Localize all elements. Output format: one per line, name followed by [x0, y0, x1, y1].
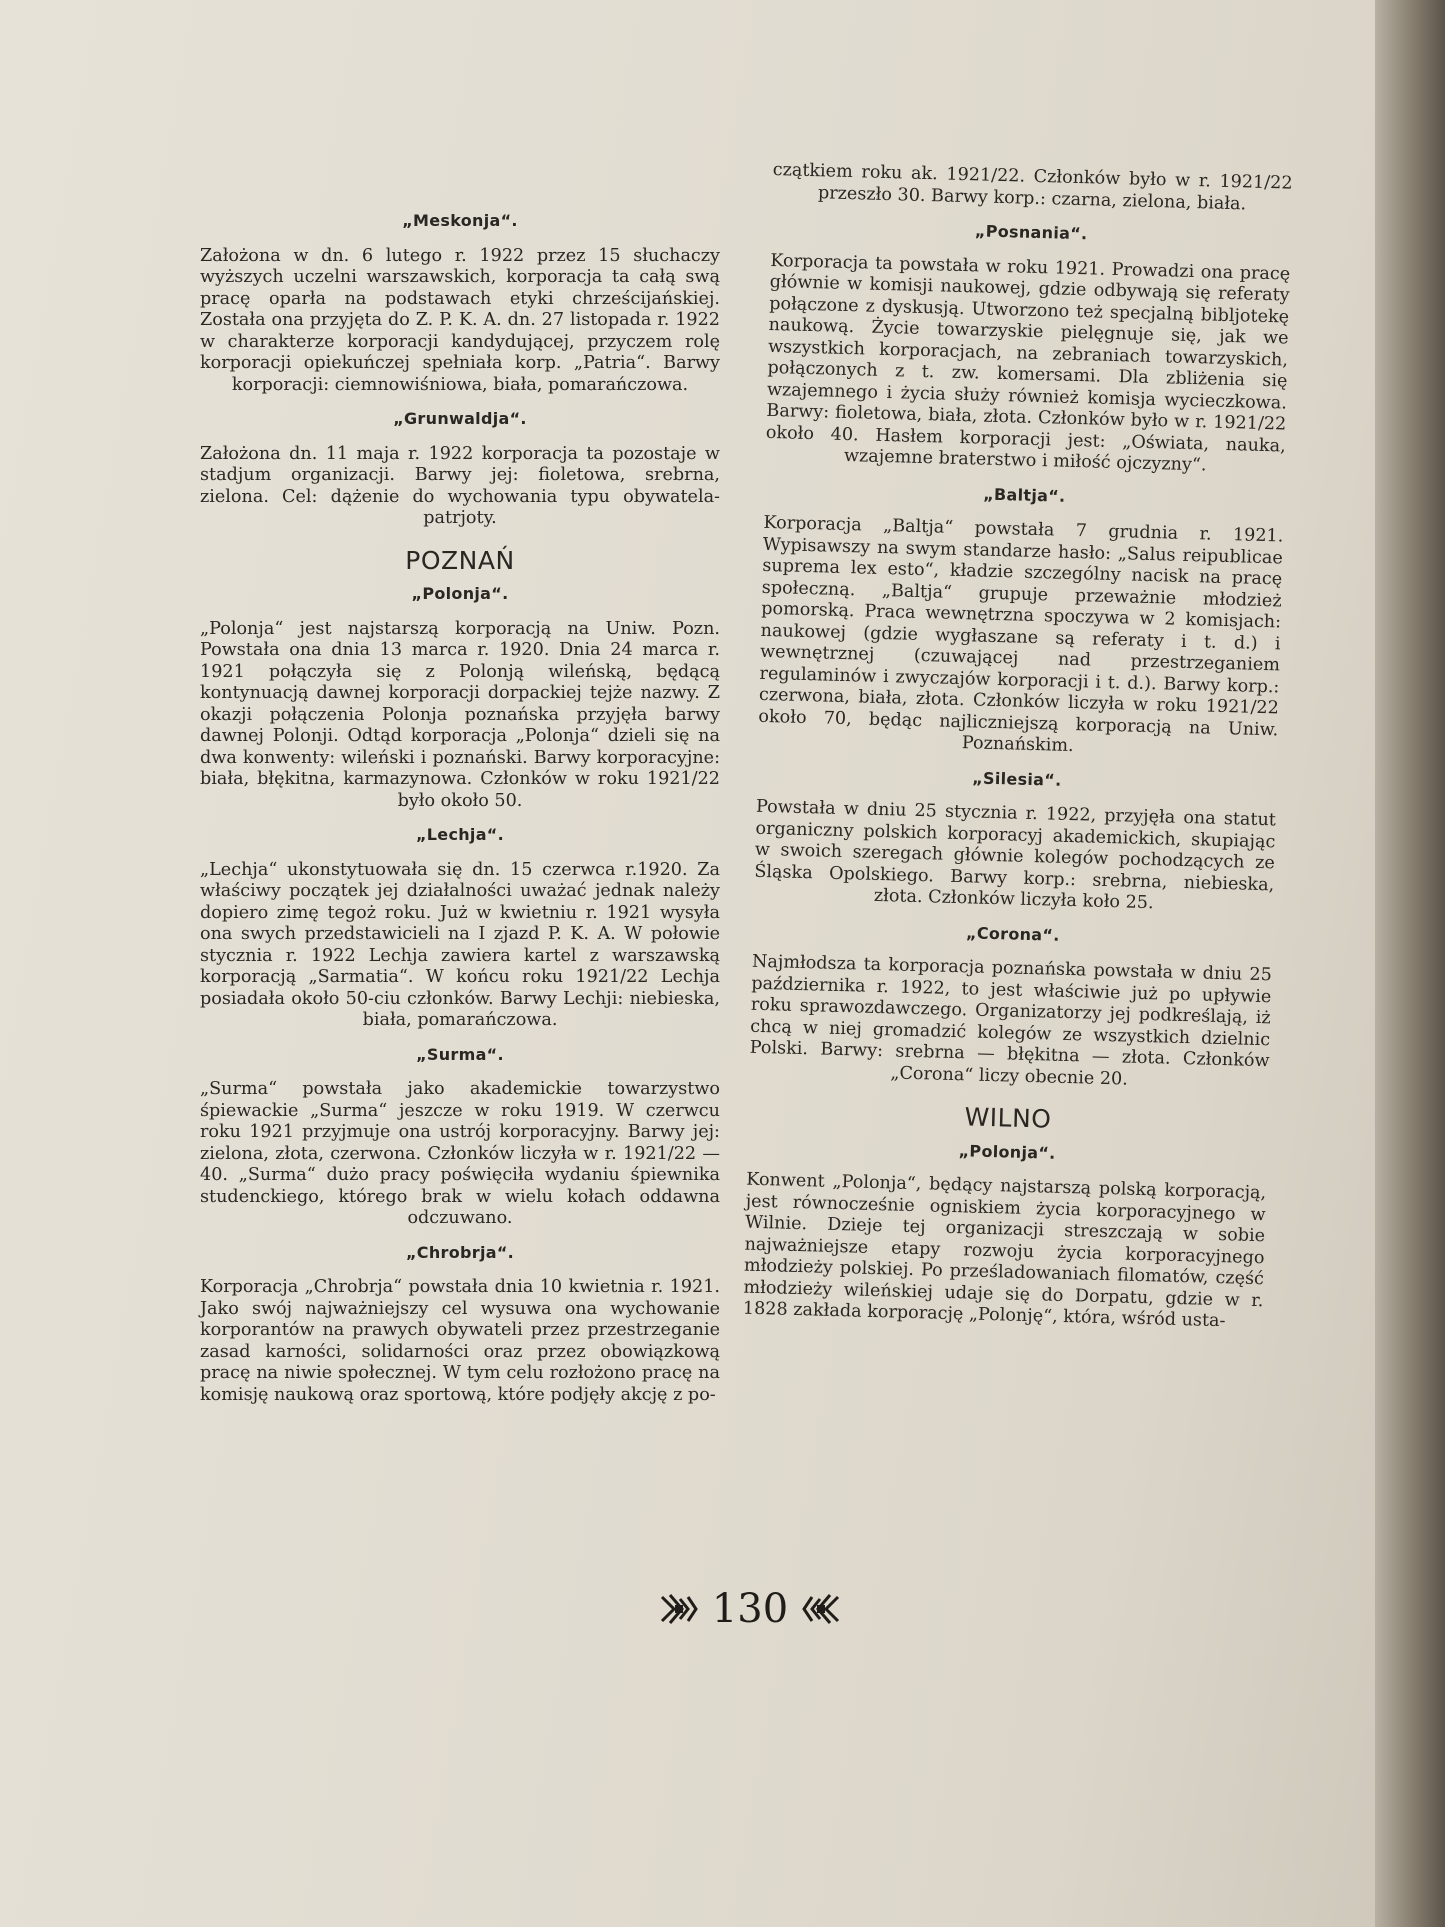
ornament-left-icon [658, 1591, 700, 1627]
section-paragraph: „Lechja“ ukonstytuowała się dn. 15 czerwca r.1920. Za właściwy początek jej działalności uważać jednak należy dopiero zimę tegoż roku. Już w kwietniu r. 1921 wysyła ona swych przedstawicieli na I zjazd P. K. A. W połowie stycznia r. 1922 Lechja zawiera kartel z warszawską korporacją „Sarmatia“. W końcu roku 1921/22 Lechja posiadała około 50-ciu członków. Barwy Lechji: niebieska, biała, pomarańczowa. [200, 859, 720, 1030]
section-heading: „Surma“. [416, 1044, 504, 1064]
section-heading: „Corona“. [965, 922, 1060, 945]
section-heading: „Grunwaldja“. [393, 409, 527, 428]
section-paragraph: Założona w dn. 6 lutego r. 1922 przez 15 słuchaczy wyższych uczelni warszawskich, korporacja ta całą swą pracę oparła na podstawach etyki chrześcijańskiej. Została ona przyjęta do Z. P. K. A. dn. 27 listopada r. 1922 w charakterze korporacji kandydującej, przyczem rolę korporacji opiekuńczej spełniała korp. „Patria“. Barwy korporacji: ciemnowiśniowa, biała, pomarańczowa. [200, 245, 720, 395]
section-heading: „Silesia“. [972, 767, 1062, 790]
section-heading: „Meskonja“. [402, 211, 518, 230]
section-paragraph: Konwent „Polonja“, będący najstarszą polską korporacją, jest równocześnie ogniskiem życia korporacyjnego w Wilnie. Dzieje tej organizacji streszczają w sobie najważniejsze etapy rozwoju życia korporacyjnego młodzieży polskiej. Po prześladowaniach filomatów, część młodzieży wileńskiej udaje się do Dorpatu, gdzie w r. 1828 zakłada korporację „Polonję“, która, wśród usta- [742, 1169, 1267, 1332]
section-heading: „Lechja“. [415, 825, 504, 844]
left-column [200, 198, 720, 1412]
page-number: 130 [711, 1586, 789, 1632]
section-heading: „Posnania“. [974, 221, 1088, 244]
section-heading: „Chrobrja“. [405, 1242, 515, 1262]
section-paragraph: czątkiem roku ak. 1921/22. Członków było w r. 1921/22 przeszło 30. Barwy korp.: czarna, zielona, biała. [772, 160, 1293, 214]
page-number-footer [640, 1586, 860, 1632]
section-paragraph: „Polonja“ jest najstarszą korporacją na Uniw. Pozn. Powstała ona dnia 13 marca r. 1920. Dnia 24 marca r. 1921 połączyła się z Polonją wileńską, będącą kontynuacją dawnej korporacji dorpackiej tejże nazwy. Z okazji połączenia Polonja poznańska przyjęła barwy dawnej Polonji. Odtąd korporacja „Polonja“ dzieli się na dwa konwenty: wileński i poznański. Barwy korporacyjne: biała, błękitna, karmazynowa. Członków w roku 1921/22 było około 50. [200, 618, 720, 811]
section-heading: „Polonja“. [411, 584, 509, 603]
book-spine-edge [1375, 0, 1445, 1927]
section-heading: „Polonja“. [958, 1140, 1056, 1163]
section-paragraph: Korporacja „Chrobrja“ powstała dnia 10 kwietnia r. 1921. Jako swój najważniejszy cel wysuwa ona wychowanie korporantów na prawych obywateli przez przestrzeganie zasad karności, solidarności oraz przez obowiązkową pracę na niwie społecznej. W tym celu rozłożono pracę na komisję naukową oraz sportową, które podjęły akcję z po- [200, 1277, 720, 1405]
section-paragraph: Powstała w dniu 25 stycznia r. 1922, przyjęła ona statut organiczny polskich korporacyj akademickich, skupiając w swoich szeregach głównie kolegów pochodzących ze Śląska Opolskiego. Barwy korp.: srebrna, niebieska, złota. Członków liczyła koło 25. [754, 796, 1277, 914]
section-paragraph: „Surma“ powstała jako akademickie towarzystwo śpiewackie „Surma“ jeszcze w roku 1919. W czerwcu roku 1921 przyjmuje ona ustrój korporacyjny. Barwy jej: zielona, złota, czerwona. Członków liczyła w r. 1921/22 — 40. „Surma“ dużo pracy poświęciła wydaniu śpiewnika studenckiego, którego brak w wielu kołach oddawna odczuwano. [200, 1079, 720, 1228]
section-paragraph: Założona dn. 11 maja r. 1922 korporacja ta pozostaje w stadjum organizacji. Barwy jej: fioletowa, srebrna, zielona. Cel: dążenie do wychowania typu obywatela-patrjoty. [200, 443, 720, 528]
section-heading: „Baltja“. [982, 484, 1066, 506]
right-column [742, 160, 1292, 1340]
section-paragraph: Korporacja „Baltja“ powstała 7 grudnia r. 1921. Wypisawszy na swym standarze hasło: „Salus reipublicae suprema lex esto“, kładzie szczególny nacisk na pracę społeczną. „Baltja“ grupuje przeważnie młodzież pomorską. Praca wewnętrzna spoczywa w 2 komisjach: naukowej (gdzie wygłaszane są referaty i t. d.) i wewnętrznej (czuwającej nad przestrzeganiem regulaminów i zwyczajów korporacji i t. d.). Barwy korp.: czerwona, biała, złota. Członków liczyła w roku 1921/22 około 70, będąc najliczniejszą korporacją na Uniw. Poznańskim. [758, 512, 1284, 757]
section-paragraph: Korporacja ta powstała w roku 1921. Prowadzi ona pracę głównie w komisji naukowej, gdzie odbywają się referaty połączone z dyskusją. Utworzono też specjalną bibljotekę naukową. Życie towarzyskie pielęgnuje się, jak we wszystkich korporacjach, na zebraniach towarzyskich, połączonych z t. zw. komersami. Dla zbliżenia się wzajemnego i życia służy również komisja wycieczkowa. Barwy: fioletowa, biała, złota. Członków było w r. 1921/22 około 40. Hasłem korporacji jest: „Oświata, nauka, wzajemne braterstwo i miłość ojczyzny“. [765, 250, 1291, 476]
ornament-right-icon [800, 1591, 842, 1627]
city-heading: POZNAŃ [405, 545, 515, 575]
section-paragraph: Najmłodsza ta korporacja poznańska powstała w dniu 25 października r. 1922, to jest właściwie już po upływie roku sprawozdawczego. Organizatorzy jej podkreślają, iż chcą w niej gromadzić kolegów ze wszystkich dzielnic Polski. Barwy: srebrna — błękitna — złota. Członków „Corona“ liczy obecnie 20. [749, 951, 1273, 1090]
city-heading: WILNO [964, 1102, 1052, 1134]
